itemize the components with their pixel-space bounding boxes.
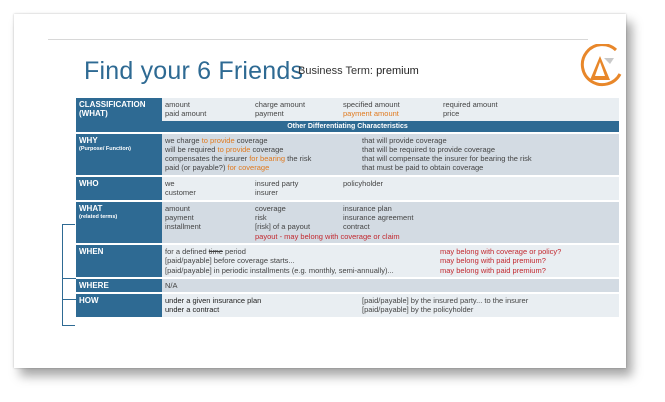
how-right: [paid/payable] by the insured party... to the insurer [paid/payable] by the policyholder [340,293,619,317]
cell: policyholder [340,176,619,201]
band-label: Other Differentiating Characteristics [76,121,619,133]
cell: amount paid amount [162,98,252,121]
cell: amount payment installment [162,201,252,244]
what-note: payout - may belong with coverage or claim [255,231,400,241]
cell: insured party insurer [252,176,340,201]
logo-icon [576,44,622,90]
row-classification [76,98,619,121]
cell: charge amount payment [252,98,340,121]
header-how: HOW [76,293,162,317]
header-why: WHY (Purpose/ Function) [76,133,162,176]
cell: N/A [162,278,619,293]
why-right: that will provide coverage that will be required to provide coverage that will compensate the insurer for bearing the risk that must be paid to obtain coverage [340,133,619,176]
bracket-line [62,224,75,326]
page-title: Find your 6 Friends [84,57,304,85]
cell: required amount price [440,98,619,121]
when-right: may belong with coverage or policy? may belong with paid premium? may belong with paid premium? [440,244,619,278]
business-term-label: Business Term: [298,65,373,77]
how-left: under a given insurance plan under a contract [162,293,340,317]
divider [48,39,588,40]
business-term [298,65,419,77]
header-what: WHAT (related terms) [76,201,162,244]
friends-table [76,98,619,317]
header-where: WHERE [76,278,162,293]
header-classification: CLASSIFICATION (WHAT) [76,98,162,121]
row-what [76,201,619,244]
row-how [76,293,619,317]
bracket-tick [62,278,76,279]
what-right: coverage insurance plan risk insurance agreement [risk] of a payout contract payout - may belong with coverage or claim [252,201,619,244]
cell: specified amount payment amount [340,98,440,121]
row-who [76,176,619,201]
bracket-tick [62,299,76,300]
why-left: we charge to provide coverage will be required to provide coverage compensates the insurer for bearing the risk paid (or payable?) for coverage [162,133,340,176]
slide [14,14,626,368]
cell: we customer [162,176,252,201]
row-why [76,133,619,176]
header-when: WHEN [76,244,162,278]
business-term-value: premium [376,65,419,77]
row-where [76,278,619,293]
header-who: WHO [76,176,162,201]
row-when [76,244,619,278]
when-left: for a defined time period [paid/payable] before coverage starts... [paid/payable] in periodic installments (e.g. monthly, semi-annually)... [162,244,440,278]
band-row [76,121,619,133]
